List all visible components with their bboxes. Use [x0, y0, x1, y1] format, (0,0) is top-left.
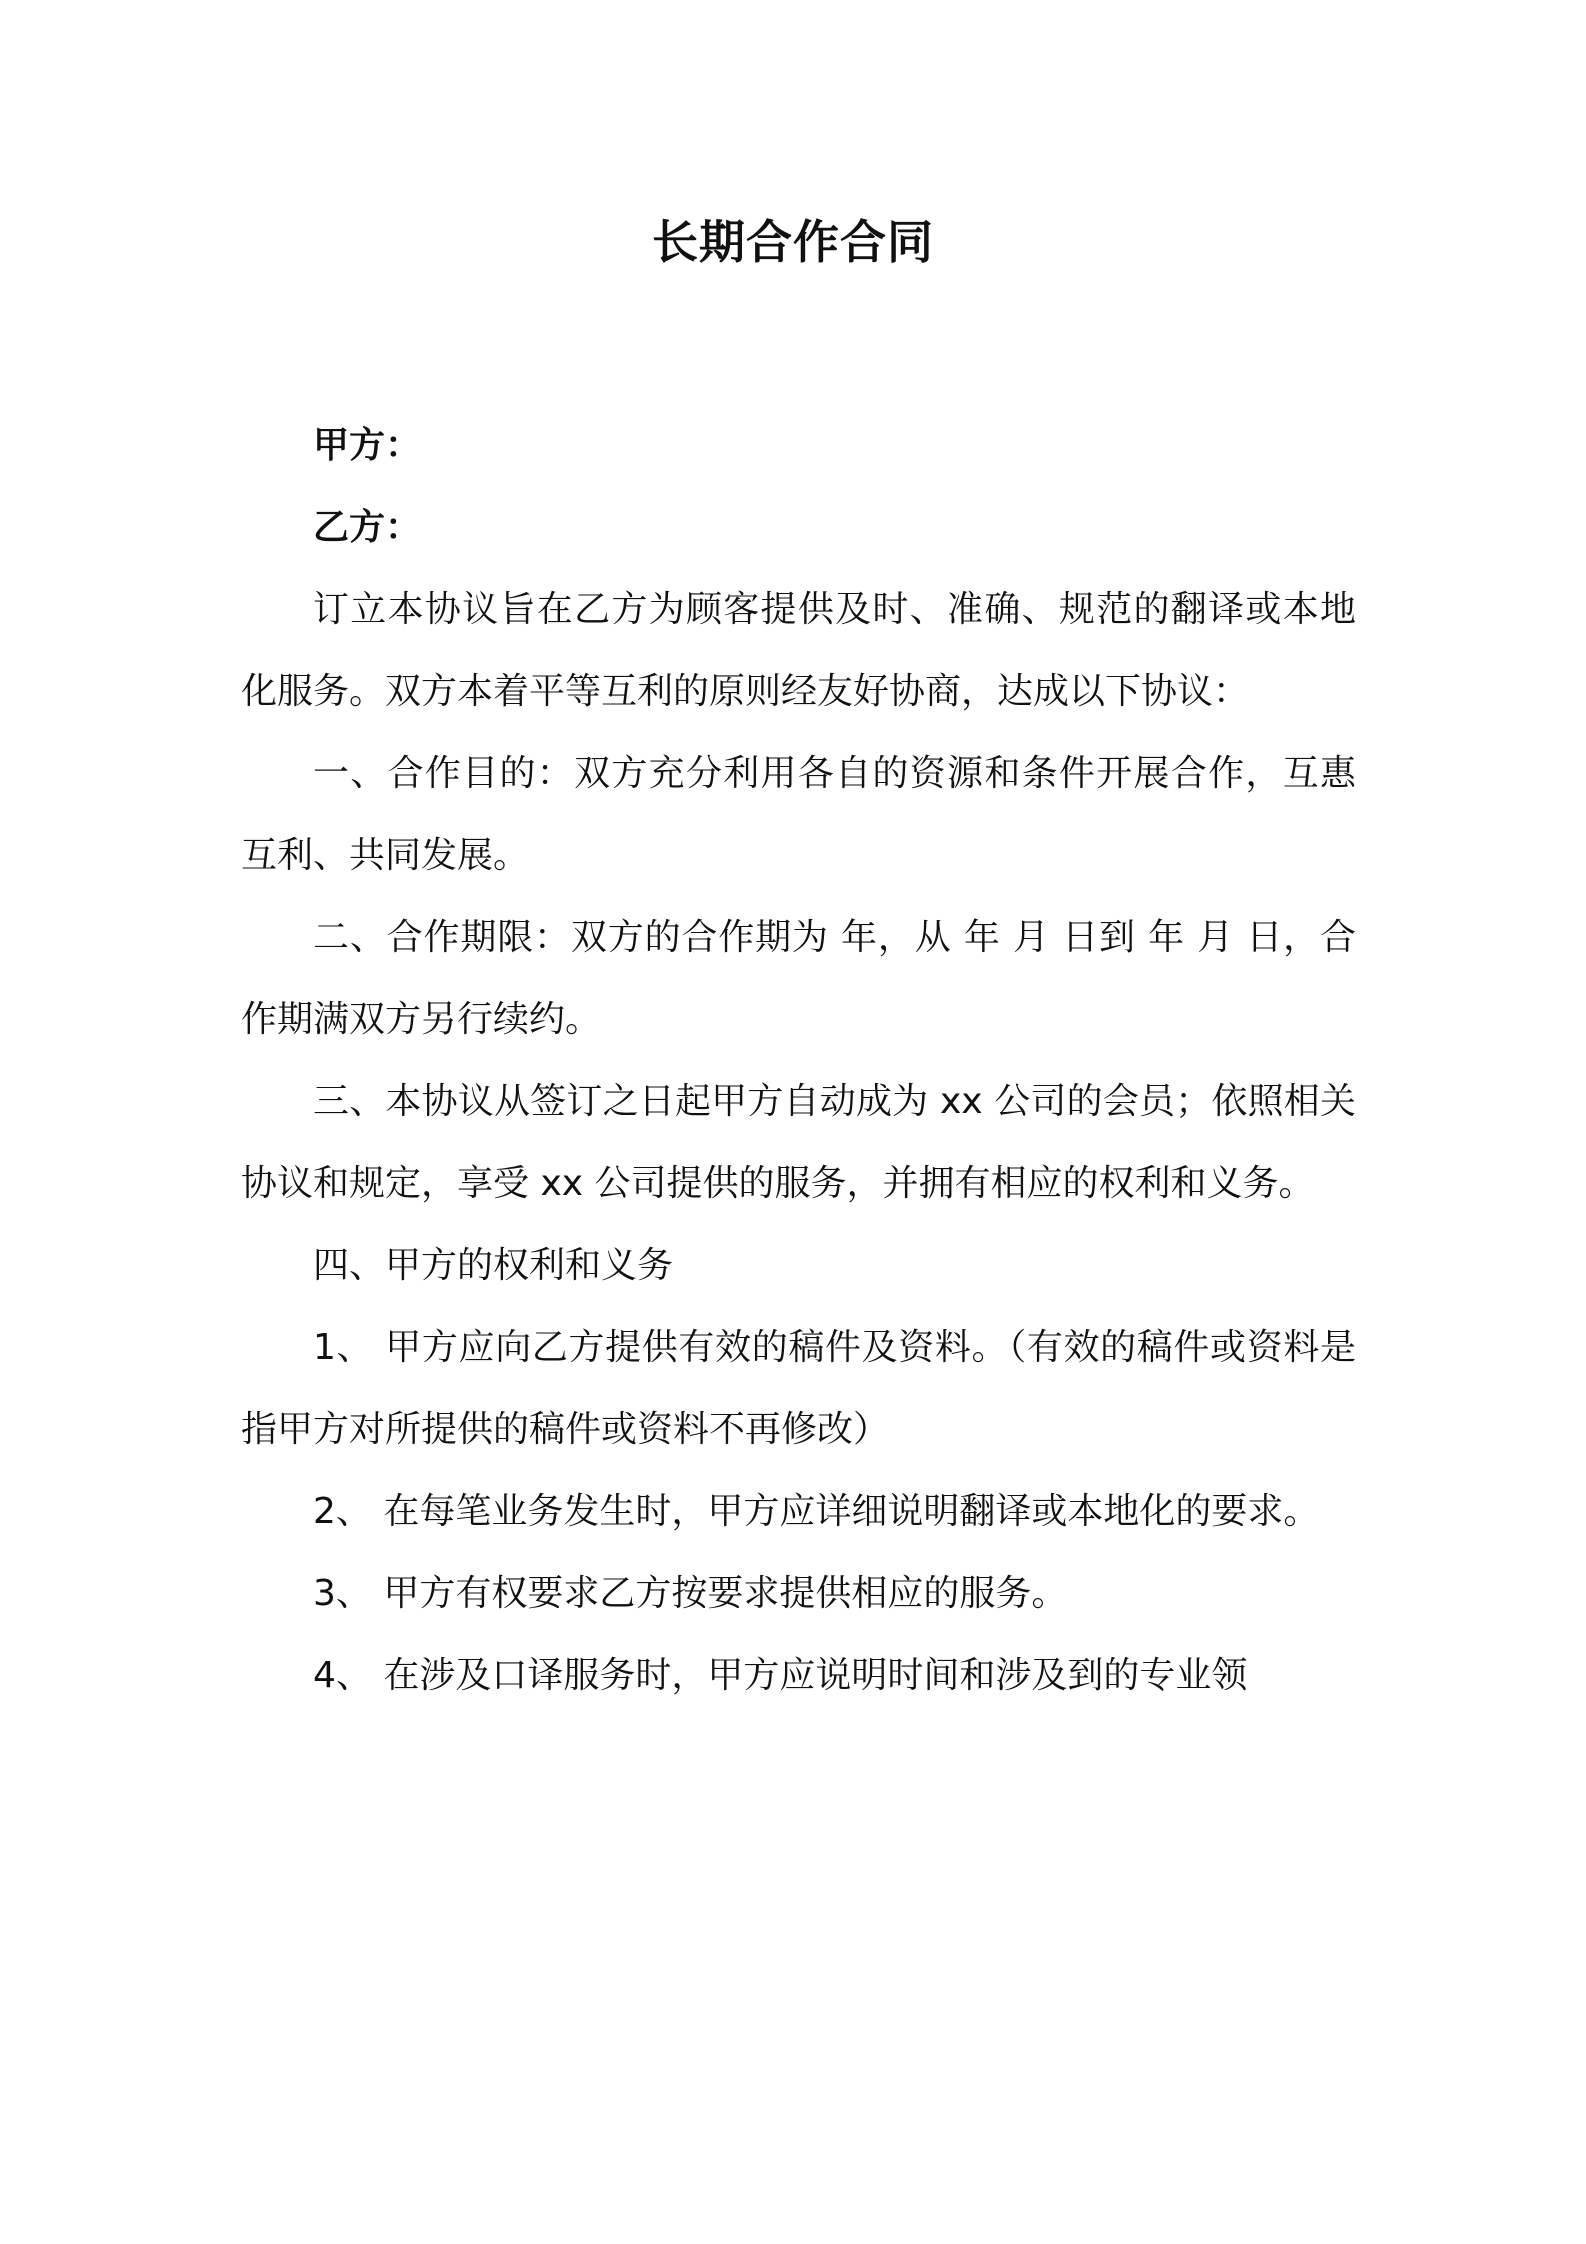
- clause-4-item-4: 4、 在涉及口译服务时，甲方应说明时间和涉及到的专业领: [313, 1655, 1248, 1696]
- clause-3-membership: 三、本协议从签订之日起甲方自动成为 xx 公司的会员；依照相关协议和规定，享受 xx 公司提供的服务，并拥有相应的权利和义务。: [241, 1081, 1356, 1204]
- clause-1-purpose: 一、合作目的：双方充分利用各自的资源和条件开展合作，互惠互利、共同发展。: [241, 753, 1356, 876]
- clause-2-term: 二、合作期限：双方的合作期为 年，从 年 月 日到 年 月 日，合作期满双方另行续约。: [241, 917, 1356, 1040]
- document-body: [241, 405, 1356, 1717]
- clause-4-item-2: 2、 在每笔业务发生时，甲方应详细说明翻译或本地化的要求。: [313, 1491, 1320, 1532]
- party-a-label: 甲方：: [313, 425, 422, 466]
- party-b-label: 乙方：: [313, 507, 422, 548]
- clause-4-item-1: 1、 甲方应向乙方提供有效的稿件及资料。（有效的稿件或资料是指甲方对所提供的稿件或资料不再修改）: [241, 1327, 1356, 1450]
- document-title: 长期合作合同: [652, 215, 934, 269]
- clause-4-heading: 四、甲方的权利和义务: [313, 1245, 674, 1286]
- preamble-paragraph: 订立本协议旨在乙方为顾客提供及时、准确、规范的翻译或本地化服务。双方本着平等互利的原则经友好协商，达成以下协议：: [241, 589, 1356, 712]
- clause-4-item-3: 3、 甲方有权要求乙方按要求提供相应的服务。: [313, 1573, 1068, 1614]
